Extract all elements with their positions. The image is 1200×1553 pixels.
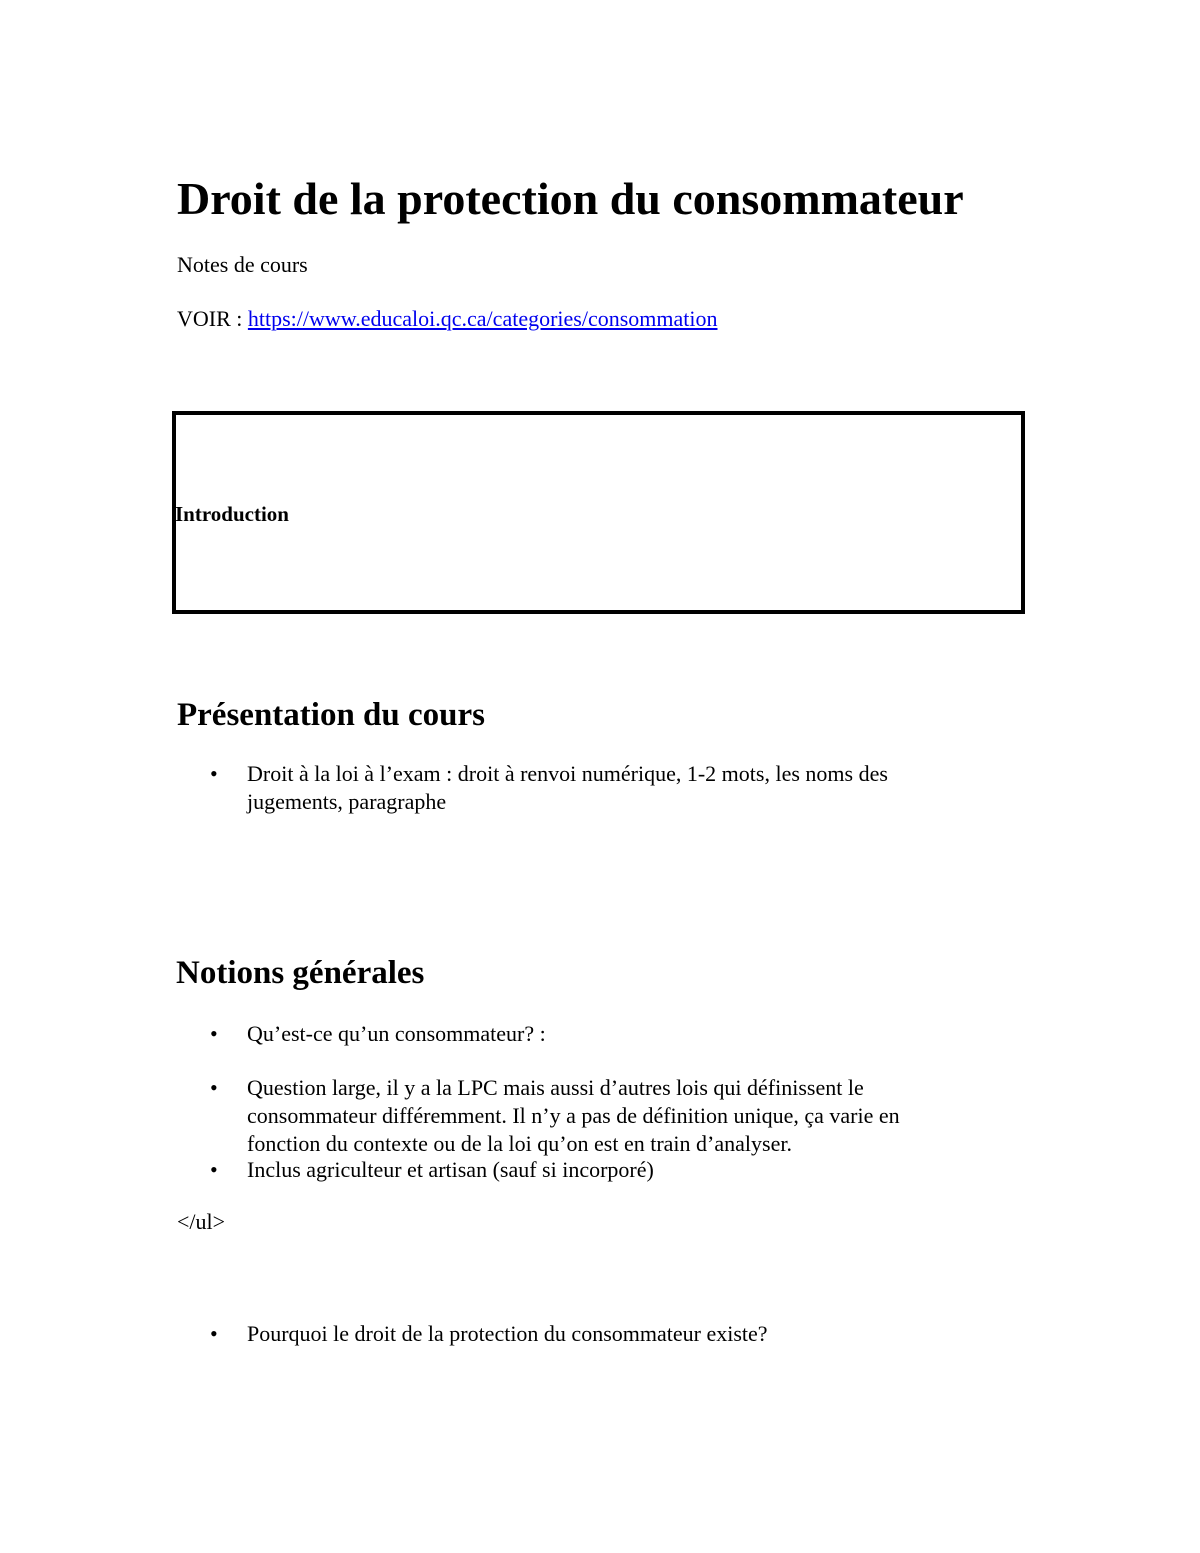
section-heading-notions: Notions générales: [176, 955, 425, 991]
voir-prefix: VOIR :: [177, 306, 248, 331]
introduction-box: [172, 411, 1025, 614]
list-item-text: Question large, il y a la LPC mais aussi d’autres lois qui définissent le consommateur différemment. Il n’y a pas de définition unique, ça varie en fonction du contexte ou de la loi qu’on est en train d’analyser.: [247, 1075, 900, 1156]
list-item: [210, 1320, 970, 1350]
bullet-icon: •: [210, 1157, 218, 1182]
voir-line: [177, 305, 718, 333]
bullet-icon: •: [210, 1321, 218, 1346]
introduction-label: Introduction: [175, 502, 289, 526]
list-item-text: Qu’est-ce qu’un consommateur? :: [247, 1021, 546, 1046]
document-subtitle: Notes de cours: [177, 252, 308, 277]
list-item: [210, 1156, 970, 1186]
bullet-icon: •: [210, 761, 218, 786]
raw-closing-tag-text: </ul>: [177, 1209, 226, 1234]
section-heading-presentation: Présentation du cours: [177, 697, 485, 733]
list-item: [210, 1020, 970, 1050]
list-item-text: Droit à la loi à l’exam : droit à renvoi numérique, 1-2 mots, les noms des jugements, paragraphe: [247, 761, 888, 814]
list-item: [210, 760, 970, 820]
educaloi-link[interactable]: https://www.educaloi.qc.ca/categories/consommation: [247, 306, 718, 331]
bullet-icon: •: [210, 1021, 218, 1046]
bullet-icon: •: [210, 1075, 218, 1100]
list-item-text: Inclus agriculteur et artisan (sauf si incorporé): [247, 1157, 654, 1182]
document-title: Droit de la protection du consommateur: [177, 173, 964, 224]
list-item: [210, 1074, 970, 1160]
list-item-text: Pourquoi le droit de la protection du consommateur existe?: [247, 1321, 768, 1346]
